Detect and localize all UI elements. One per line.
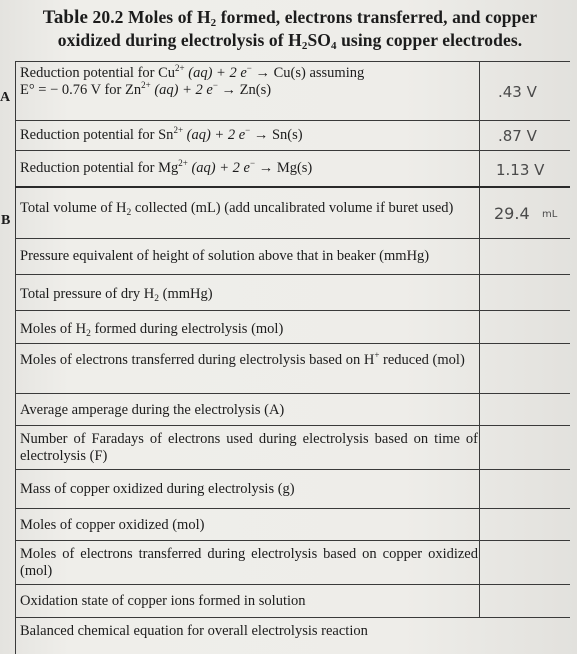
row-label: Reduction potential for $Sn^{2+}$ (aq) + 2 e− → Sn(s) <box>20 125 303 143</box>
table-row-cu-potential <box>15 61 570 120</box>
row-label: Moles of $H_2$ formed during electrolysis (mol) <box>20 321 284 339</box>
data-table <box>15 61 570 654</box>
table-row-mg-potential <box>15 150 570 186</box>
handwritten-answer: 1.13 V <box>496 161 545 179</box>
row-label: Total volume of $H_2$ collected (mL) (add uncalibrated volume if buret used) <box>20 200 454 218</box>
row-label: Balanced chemical equation for overall electrolysis reaction <box>20 623 368 639</box>
answer-cell[interactable] <box>479 61 570 120</box>
table-row-total-volume <box>15 188 570 238</box>
answer-cell[interactable] <box>479 585 570 617</box>
answer-cell[interactable] <box>479 151 570 186</box>
row-label: Average amperage during the electrolysis (A) <box>20 402 285 418</box>
answer-cell[interactable] <box>479 121 570 150</box>
section-label-b: B <box>1 213 11 228</box>
table-row-average-amperage <box>15 393 570 425</box>
table-row-electrons-h-plus <box>15 343 570 393</box>
row-label: Moles of electrons transferred during electrolysis based on H+ reduced (mol) <box>20 350 465 368</box>
table-row-pressure-equivalent <box>15 238 570 274</box>
table-row-electrons-copper <box>15 540 570 584</box>
answer-cell[interactable] <box>479 311 570 343</box>
table-row-faradays <box>15 425 570 469</box>
row-label: Number of Faradays of electrons used during electrolysis based on time of electrolysis (F) <box>20 431 478 464</box>
row-label: Oxidation state of copper ions formed in solution <box>20 593 306 609</box>
row-label: Pressure equivalent of height of solution above that in beaker (mmHg) <box>20 248 430 264</box>
handwritten-unit: mL <box>542 209 558 220</box>
table-row-moles-copper <box>15 508 570 540</box>
section-label-a: A <box>0 90 11 105</box>
answer-cell[interactable] <box>479 470 570 508</box>
title-caption: Table 20.2 <box>42 7 124 28</box>
answer-cell[interactable] <box>479 188 570 238</box>
table-row-moles-h2 <box>15 310 570 343</box>
answer-cell[interactable] <box>479 344 570 393</box>
table-row-dry-pressure <box>15 274 570 310</box>
table-title: Table 20.2 Moles of $H_2$ formed, electrons transferred, and copper oxidized during electrolysis of $H_2SO_4$ using copper electrodes. <box>42 7 538 52</box>
row-label: Moles of copper oxidized (mol) <box>20 517 205 533</box>
answer-cell[interactable] <box>479 394 570 425</box>
table-row-sn-potential <box>15 120 570 150</box>
answer-cell[interactable] <box>479 509 570 540</box>
answer-cell[interactable] <box>479 275 570 310</box>
answer-cell[interactable] <box>479 239 570 274</box>
row-label: Moles of electrons transferred during electrolysis based on copper oxidized (mol) <box>20 546 478 579</box>
row-label: Total pressure of dry $H_2$ (mmHg) <box>20 286 213 304</box>
handwritten-answer: .87 V <box>498 127 537 145</box>
answer-cell[interactable] <box>479 426 570 469</box>
handwritten-answer: .43 V <box>498 83 537 101</box>
table-row-balanced-equation <box>15 617 570 654</box>
table-row-mass-copper <box>15 469 570 508</box>
row-label: Reduction potential for $Mg^{2+}$ (aq) + 2 e− → Mg(s) <box>20 158 313 176</box>
handwritten-answer: 29.4 <box>494 204 530 223</box>
table-row-oxidation-state <box>15 584 570 617</box>
row-label: Mass of copper oxidized during electrolysis (g) <box>20 481 295 497</box>
row-label: Reduction potential for $Cu^{2+}$ (aq) + 2 e− → Cu(s) assuming E° = − 0.76 V for $Zn^{2+}$ (aq) + 2 e− → Zn(s) <box>20 63 365 98</box>
answer-cell[interactable] <box>479 541 570 584</box>
